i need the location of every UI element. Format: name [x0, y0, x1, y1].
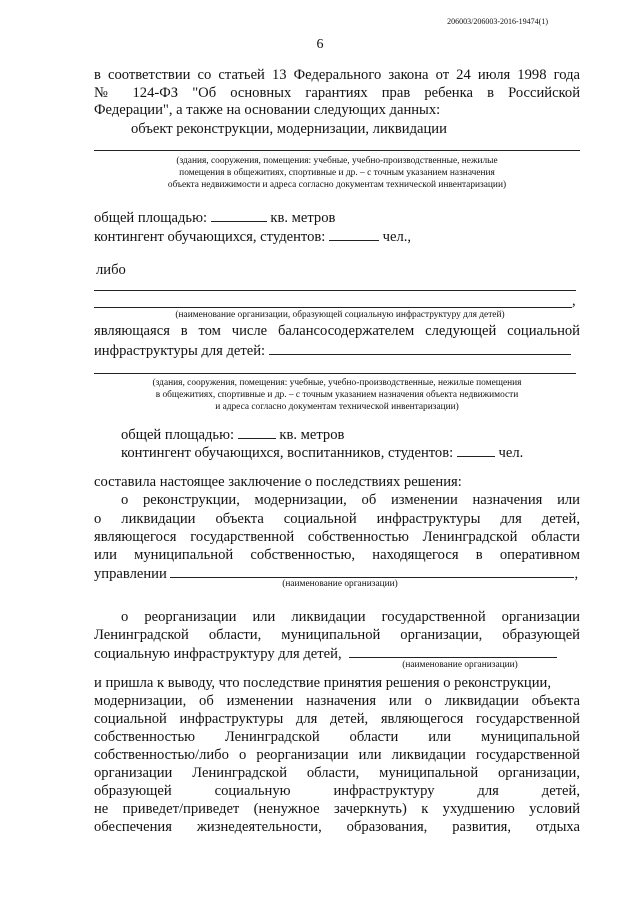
- final-line-5: собственностью/либо о реорганизации или ликвидации государственной: [94, 747, 580, 763]
- final-line-3: социальной инфраструктуры для детей, являющегося государственной: [94, 711, 580, 727]
- caption-buildings-2-line-1: (здания, сооружения, помещения: учебные, учебно-производственные, нежилые помещения: [152, 378, 522, 388]
- item1-line-4: или муниципальной собственностью, находящегося в оперативном: [94, 547, 580, 563]
- area-label: общей площадью:: [94, 210, 208, 226]
- object-label: объект реконструкции, модернизации, ликвидации: [131, 121, 447, 137]
- final-line-9: обеспечения жизнедеятельности, образования, развития, отдыха: [94, 819, 580, 835]
- caption-buildings-2-line-2: в общежитиях, спортивные и др. – с точным указанием назначения объекта недвижимости: [155, 390, 519, 400]
- area-blank[interactable]: [211, 208, 267, 222]
- org-comma: ,: [572, 293, 576, 309]
- management-label: управлении: [94, 566, 167, 582]
- caption-buildings-1-line-3: объекта недвижимости и адреса согласно документам технической инвентаризации): [167, 180, 507, 190]
- caption-org: (наименование организации): [282, 579, 398, 589]
- final-line-2: модернизации, об изменении назначения или о ликвидации объекта: [94, 693, 580, 709]
- final-line-4: собственностью Ленинградской области или муниципальной: [94, 729, 580, 745]
- caption-buildings-1-line-2: помещения в общежитиях, спортивные и др. – с точным указанием назначения: [179, 168, 495, 178]
- contingent-unit: чел.: [498, 445, 524, 461]
- contingent-unit: чел.,: [382, 229, 412, 245]
- area-field-1: [94, 208, 580, 227]
- caption-org-infra: (наименование организации, образующей социальную инфраструктуру для детей): [175, 310, 505, 320]
- buildings-blank-line-2[interactable]: [94, 373, 576, 374]
- intro-line-3: Федерации", а также на основании следующих данных:: [94, 102, 441, 118]
- or-label: либо: [96, 262, 126, 278]
- intro-line-2: № 124-ФЗ "Об основных гарантиях прав ребенка в Российской: [94, 85, 580, 101]
- item2-blank[interactable]: [349, 644, 557, 658]
- area-field-2: [121, 425, 561, 444]
- area-unit: кв. метров: [270, 210, 336, 226]
- object-blank-line[interactable]: [94, 150, 580, 151]
- holder-blank[interactable]: [269, 341, 571, 355]
- document-id: 206003/206003-2016-19474(1): [447, 17, 548, 26]
- management-blank[interactable]: [170, 564, 574, 578]
- intro-line-1: в соответствии со статьей 13 Федерального закона от 24 июля 1998 года: [94, 67, 580, 83]
- caption-buildings-1-line-1: (здания, сооружения, помещения: учебные, учебно-производственные, нежилые: [176, 156, 498, 166]
- caption-buildings-2-line-3: и адреса согласно документам технической инвентаризации): [215, 402, 459, 412]
- item1-line-2: о ликвидации объекта социальной инфраструктуры для детей,: [94, 511, 580, 527]
- contingent-label: контингент обучающихся, студентов:: [94, 229, 326, 245]
- final-line-1: и пришла к выводу, что последствие принятия решения о реконструкции,: [94, 675, 552, 691]
- item2-line-2: Ленинградской области, муниципальной организации, образующей: [94, 627, 580, 643]
- holder-line-2: [94, 341, 580, 360]
- area-label: общей площадью:: [121, 427, 235, 443]
- holder-line-1: являющаяся в том числе балансосодержателем следующей социальной: [94, 323, 580, 339]
- item2-label: социальную инфраструктуру для детей,: [94, 646, 342, 662]
- org-blank-line-1[interactable]: [94, 290, 576, 291]
- contingent-field-2: [121, 443, 561, 462]
- final-line-6: организации Ленинградской области, муниципальной организации,: [94, 765, 580, 781]
- caption-org-2: (наименование организации): [402, 660, 518, 670]
- contingent-label: контингент обучающихся, воспитанников, студентов:: [121, 445, 454, 461]
- final-line-7: образующей социальную инфраструктуру для детей,: [94, 783, 580, 799]
- final-line-8: не приведет/приведет (ненужное зачеркнуть) к ухудшению условий: [94, 801, 580, 817]
- item2-line-1: о реорганизации или ликвидации государственной организации: [121, 609, 580, 625]
- management-comma: ,: [574, 566, 579, 582]
- contingent-field-1: [94, 227, 580, 246]
- conclusion-line: составила настоящее заключение о последствиях решения:: [94, 474, 462, 490]
- org-blank-line-2[interactable]: [94, 307, 572, 308]
- area-blank[interactable]: [238, 425, 276, 439]
- contingent-blank[interactable]: [457, 443, 495, 457]
- holder-label: инфраструктуры для детей:: [94, 343, 266, 359]
- area-unit: кв. метров: [279, 427, 345, 443]
- item1-line-1: о реконструкции, модернизации, об изменении назначения или: [121, 492, 580, 508]
- contingent-blank[interactable]: [329, 227, 379, 241]
- item1-line-3: являющегося государственной собственностью Ленинградской области: [94, 529, 580, 545]
- page-number: 6: [316, 37, 324, 52]
